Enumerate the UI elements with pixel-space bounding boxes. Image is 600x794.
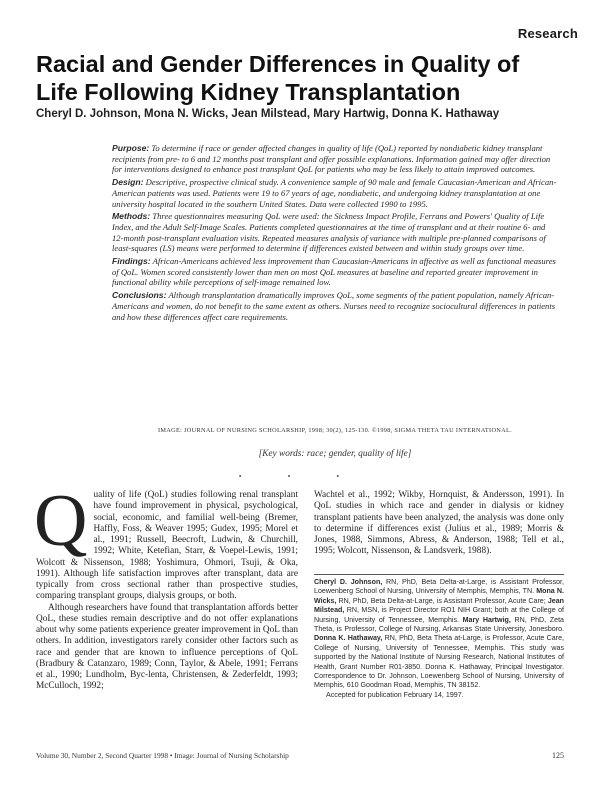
body-paragraph: Although researchers have found that transplantation affords better QoL, these studies remain descriptive and do not offer explanations about why some patients experience greater improvement in QoL than others. In addition, investigators rarely consider other factors such as race and gender that are known to influence perceptions of QoL (Bradbury & Catanzaro, 1989; Conn, Taylor, & Abele, 1991; Ferrans et al., 1990; Lundholm, Byc-lenta, Christensen, & Zederfeldt, 1993; McCulloch, 1992; xyxy=(36,602,298,692)
body-paragraph: Wachtel et al., 1992; Wikby, Hornquist, & Andersson, 1991). In QoL studies in which race and gender in dialysis or kidney transplant patients have been analyzed, the analysis was done only to determine if differences exist (Julius et al., 1989; Morris & Jones, 1988, Simmons, Abress, & Anderson, 1988; Tell et al., 1995; Wolcott, Nissenson, & Landsverk, 1988). xyxy=(314,490,564,557)
author-affiliation: RN, PhD, Beta Delta-at-Large, is Assistant Professor, Loewenberg School of Nursing, University of Memphis, Memphis, TN. xyxy=(314,578,565,596)
abstract-design-text: Descriptive, prospective clinical study. A convenience sample of 90 male and female Caucasian-American and African-American patients was used. Patients were 19 to 67 years of age, nondiabetic, and undergoing kidney transplantation at one university hospital located in the southern United States. Data were collected 1990 to 1995. xyxy=(112,177,557,209)
abstract-purpose xyxy=(112,143,557,175)
abstract-conclusions-label: Conclusions: xyxy=(112,290,167,301)
journal-citation: IMAGE: JOURNAL OF NURSING SCHOLARSHIP, 1998; 30(2), 125-130. ©1998, SIGMA THETA TAU INTERNATIONAL. xyxy=(157,427,513,434)
abstract-design-label: Design: xyxy=(112,177,144,188)
abstract-methods-text: Three questionnaires measuring QoL were used: the Sickness Impact Profile, Ferrans and Powers' Quality of Life Index, and the Adult Self-Image Scales. Patients completed questionnaires at the time of transplant and at their routine 6- and 12-month post-transplant evaluation visits. Repeated measures analysis of variance with multiple pre-planned comparisons of least-squares (LS) means were performed to determine if differences existed between and within study groups over time. xyxy=(112,211,546,254)
author-affiliation: RN, PhD, Beta Delta-at-Large, is Assistant Professor, Acute Care; xyxy=(336,596,548,605)
abstract-findings-label: Findings: xyxy=(112,256,151,267)
author-name: Cheryl D. Johnson, xyxy=(314,578,383,586)
author-list: Cheryl D. Johnson, Mona N. Wicks, Jean Milstead, Mary Hartwig, Donna K. Hathaway xyxy=(36,108,500,120)
abstract-findings-text: African-Americans achieved less improvement than Caucasian-Americans in affective as well as functional measures of QoL. Women scored consistently lower than men on most QoL measures at baseline and reported greater improvement in functional ability while perceptions of self-image remained low. xyxy=(112,256,556,288)
author-affiliation: RN, PhD, Zeta Theta, is Professor, College of Nursing, Arkansas State University, Jonesboro. xyxy=(314,615,564,634)
author-name: Mona N. Wicks, xyxy=(314,587,564,605)
page-number: 125 xyxy=(552,751,564,760)
abstract-purpose-label: Purpose: xyxy=(112,143,150,153)
abstract-findings xyxy=(112,256,557,288)
author-name: Mary Hartwig, xyxy=(462,615,511,624)
abstract xyxy=(112,143,557,324)
accepted-date: Accepted for publication February 14, 1997. xyxy=(326,690,464,699)
body-paragraph-text: uality of life (QoL) studies following renal transplant have found improvement in physical, psychological, social, economic, and familial well-being (Bremer, Haffly, Foss, & Weaver 1995; Gudex, 1995; Morel et al., 1991; Russell, Beecroft, Ludwin, & Churchill, 1992; White, Ketefian, Starr, & Voepel-Lewis, 1991; Wolcott & Nissenson, 1988; Yoshimura, Ohmori, Tsuji, & Oka, 1991). Although life satisfaction improves after transplant, data are typically from cross sectional rather than prospective studies, comparing transplant groups, dialysis groups, or both. xyxy=(36,490,298,602)
author-name: Donna K. Hathaway, xyxy=(314,634,383,643)
section-separator: • • • xyxy=(238,472,362,481)
abstract-conclusions-text: Although transplantation dramatically improves QoL, some segments of the patient population, namely African-Americans and women, do not benefit to the same extent as others. Nurses need to recognize sociocultural differences in patients and how these differences affect care requirements. xyxy=(112,290,556,322)
abstract-methods xyxy=(112,211,557,254)
section-label: Research xyxy=(517,26,578,41)
abstract-methods-label: Methods: xyxy=(112,211,151,222)
author-affiliation: RN, PhD, Beta Theta at-Large, is Professor, Acute Care, College of Nursing, University of Tennessee, Memphis. This study was supported by the National Institute of Nursing Research, National Institutes of Health, Grant Number R01-3850. Donna K. Hathaway, Principal Investigator. Correspondence to Dr. Johnson, Loewenberg School of Nursing, University of Memphis, 610 Goodman Road, Memphis, TN 38152. xyxy=(314,634,564,690)
drop-cap: Q xyxy=(34,480,88,562)
footer-journal-info: Volume 30, Number 2, Second Quarter 1998 • Image: Journal of Nursing Scholarship xyxy=(36,751,289,760)
keywords: [Key words: race; gender, quality of life] xyxy=(258,449,412,459)
abstract-purpose-text: To determine if race or gender affected changes in quality of life (QoL) reported by nondiabetic kidney transplant recipients from pre- to 6 and 12 months post transplant and offer possible explanations. Information gained may offer direction for interventions designed to enhance post transplant QoL for patients who may be less likely to attain improved outcomes. xyxy=(112,143,551,175)
body-column-left xyxy=(34,480,298,693)
body-paragraph xyxy=(34,480,298,603)
body-column-right xyxy=(314,490,564,558)
author-name: Jean Milstead, xyxy=(314,596,564,615)
abstract-design xyxy=(112,177,557,209)
author-affiliation: RN, MSN, is Project Director RO1 NIH Grant; both at the College of Nursing, University of Tennessee, Memphis. xyxy=(314,606,564,624)
author-affiliations xyxy=(314,574,564,700)
abstract-conclusions xyxy=(112,290,557,322)
article-title: Racial and Gender Differences in Quality of Life Following Kidney Transplantation xyxy=(36,51,520,105)
